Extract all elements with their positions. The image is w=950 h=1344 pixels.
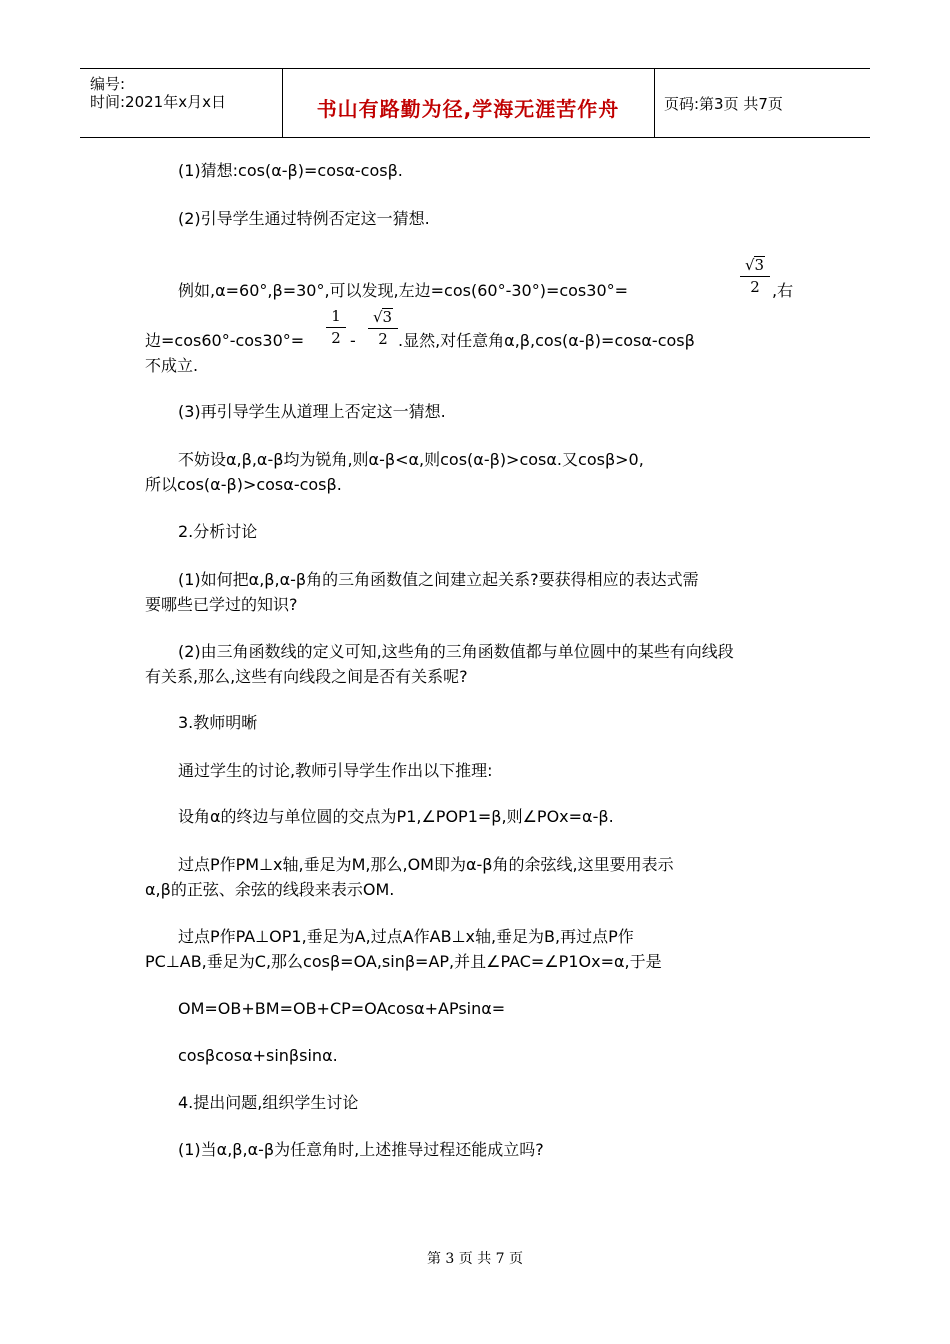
motto: 书山有路勤为径,学海无涯苦作舟 [316, 97, 620, 121]
fraction-sqrt3-over-2: √3 2 [368, 308, 398, 348]
fraction-sqrt3-over-2: √3 2 [740, 256, 770, 296]
text-line: α,β的正弦、余弦的线段来表示OM. [145, 880, 395, 899]
minus-sign: - [350, 331, 356, 350]
header-info-cell [80, 69, 283, 137]
text-line: 设角α的终边与单位圆的交点为P1,∠POP1=β,则∠POx=α-β. [178, 807, 614, 826]
text-line: PC⊥AB,垂足为C,那么cosβ=OA,sinβ=AP,并且∠PAC=∠P1Ox=α,于是 [145, 952, 662, 971]
equation-line: OM=OB+BM=OB+CP=OAcosα+APsinα= [178, 999, 506, 1018]
text-line: (3)再引导学生从道理上否定这一猜想. [178, 402, 446, 421]
text-line: ,右 [772, 281, 794, 300]
text-line: (2)由三角函数线的定义可知,这些角的三角函数值都与单位圆中的某些有向线段 [178, 642, 734, 661]
section-heading: 2.分析讨论 [178, 522, 258, 541]
text-line: 不妨设α,β,α-β均为锐角,则α-β<α,则cos(α-β)>cosα.又cosβ>0, [178, 450, 644, 469]
header-page-cell [654, 69, 870, 137]
text-line: (1)如何把α,β,α-β角的三角函数值之间建立起关系?要获得相应的表达式需 [178, 570, 699, 589]
text-line: .显然,对任意角α,β,cos(α-β)=cosα-cosβ [398, 331, 695, 350]
header-motto-cell [282, 69, 655, 137]
equation-line: cosβcosα+sinβsinα. [178, 1046, 338, 1065]
text-line: 有关系,那么,这些有向线段之间是否有关系呢? [145, 667, 468, 686]
text-line: 过点P作PA⊥OP1,垂足为A,过点A作AB⊥x轴,垂足为B,再过点P作 [178, 927, 634, 946]
fraction-one-half: 1 2 [326, 308, 346, 347]
page-footer: 第 3 页 共 7 页 [426, 1251, 524, 1267]
text-line: 要哪些已学过的知识? [145, 595, 298, 614]
text-line: 所以cos(α-β)>cosα-cosβ. [145, 475, 342, 494]
section-heading: 4.提出问题,组织学生讨论 [178, 1093, 359, 1112]
text-line: (2)引导学生通过特例否定这一猜想. [178, 209, 430, 228]
text-line: (1)猜想:cos(α-β)=cosα-cosβ. [178, 161, 403, 180]
page-label: 页码:第3页 共7页 [664, 95, 783, 113]
text-line: 通过学生的讨论,教师引导学生作出以下推理: [178, 761, 493, 780]
text-line: 边=cos60°-cos30°= [145, 331, 305, 350]
time-label: 时间:2021年x月x日 [90, 93, 226, 111]
page-header [80, 68, 870, 138]
section-heading: 3.教师明晰 [178, 713, 258, 732]
text-line: 例如,α=60°,β=30°,可以发现,左边=cos(60°-30°)=cos30°= [178, 281, 629, 300]
text-line: 不成立. [145, 356, 199, 375]
text-line: (1)当α,β,α-β为任意角时,上述推导过程还能成立吗? [178, 1140, 544, 1159]
text-line: 过点P作PM⊥x轴,垂足为M,那么,OM即为α-β角的余弦线,这里要用表示 [178, 855, 674, 874]
number-label: 编号: [90, 75, 126, 93]
